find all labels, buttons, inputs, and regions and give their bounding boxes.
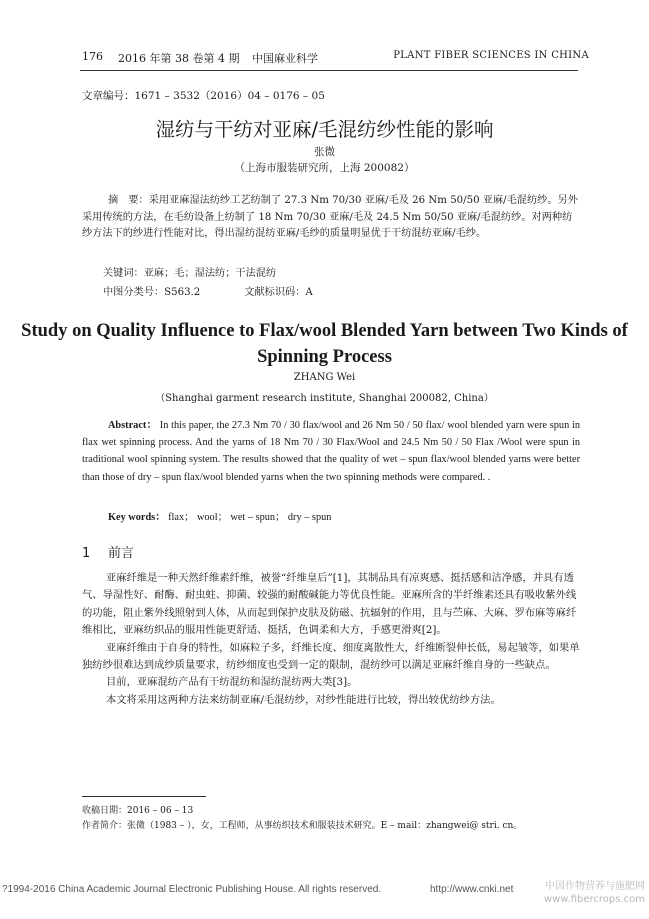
title-cn: 湿纺与干纺对亚麻/毛混纺纱性能的影响 <box>155 118 494 141</box>
section-body <box>82 570 580 709</box>
cnki-link[interactable]: http://www.cnki.net <box>430 884 514 895</box>
paragraph: 亚麻纤维由于自身的特性，如麻粒子多，纤维长度、细度离散性大，纤维断裂伸长低，易起皱等，如果单独纺纱很难达到成纱质量要求，纺纱细度也受到一定的限制，混纺纱可以满足亚麻纤维自身的一些缺点。 <box>82 641 580 672</box>
keywords-en-label: Key words： <box>108 512 166 523</box>
watermark <box>513 880 645 906</box>
author-en: ZHANG Wei <box>293 372 356 383</box>
section-heading <box>82 542 134 561</box>
author-cn: 张微 <box>314 146 335 158</box>
page-footer <box>0 881 649 914</box>
affiliation-en: （Shanghai garment research institute, Shanghai 200082, China） <box>155 393 494 404</box>
keywords-en-text: flax； wool； wet – spun； dry – spun <box>168 512 332 523</box>
abstract-cn-text: 采用亚麻湿法纺纱工艺纺制了 27.3 Nm 70/30 亚麻/毛及 26 Nm 50/50 亚麻/毛混纺纱。另外采用传统的方法，在毛纺设备上纺制了 18 Nm 70/30 亚麻/毛及 24.5 Nm 50/50 亚麻/毛混纺纱。对两种纺纱方法下的纱进行性能对比，得出湿纺混纺亚麻/毛纱的质量明显优于干纺混纺亚麻/毛纱。 <box>82 195 578 239</box>
watermark-cn: 中国作物营养与施肥网 <box>545 881 645 892</box>
document-code: 文献标识码：A <box>244 287 313 298</box>
keywords-en <box>108 508 331 523</box>
issue-info: 2016 年第 38 卷第 4 期 <box>118 52 240 65</box>
header-rule <box>80 70 578 71</box>
footnote-author-bio: 作者简介：张微（1983 – ），女，工程师，从事纺织技术和服装技术研究。E – mail：zhangwei@ stri. cn。 <box>82 821 523 831</box>
abstract-cn-label: 摘 要： <box>108 195 149 206</box>
footnote-received: 收稿日期：2016 – 06 – 13 <box>82 806 194 816</box>
footnote-rule <box>82 796 206 797</box>
classification-line <box>103 283 313 298</box>
abstract-en <box>82 417 580 486</box>
paragraph: 目前，亚麻混纺产品有干纺混纺和湿纺混纺两大类[3]。 <box>106 676 358 689</box>
title-en: Study on Quality Influence to Flax/wool Blended Yarn between Two Kinds of Spinning Process <box>21 321 628 367</box>
abstract-cn <box>82 193 580 243</box>
abstract-en-text: In this paper, the 27.3 Nm 70 / 30 flax/wool and 26 Nm 50 / 50 flax/ wool blended yarn were spun in flax wet spinning process. And the yarns of 18 Nm 70 / 30 Flax/Wool and 24.5 Nm 50 / 50 Flax /Wool were spun in traditional wool spinning system. The results showed that the quality of wet – spun flax/wool blended yarns were better than those of dry – spun flax/wool blended yarns when the two spinning methods were compared. . <box>82 420 580 483</box>
clc-number: 中图分类号：S563.2 <box>103 287 201 298</box>
abstract-en-label: Abstract： <box>108 420 157 431</box>
section-number: 1 <box>82 546 91 561</box>
affiliation-cn: （上海市服装研究所，上海 200082） <box>234 162 415 174</box>
paragraph: 亚麻纤维是一种天然纤维素纤维，被誉“纤维皇后”[1]，其制品具有凉爽感、挺括感和洁净感，并具有透气、导湿性好、耐酶、耐虫蛀、抑菌、较强的耐酸碱能力等优良性能。亚麻所含的半纤维素还具有吸收紫外线的功能，阻止紫外线照射到人体，从而起到保护皮肤及防磁、抗辐射的作用，且与苎麻、大麻、罗布麻等麻纤维相比，亚麻纺织品的服用性能更舒适、挺括，色调柔和大方，手感更滑爽[2]。 <box>82 572 577 637</box>
section-title: 前言 <box>108 546 135 561</box>
paragraph: 本文将采用这两种方法来纺制亚麻/毛混纺纱，对纱性能进行比较，得出较优纺纱方法。 <box>106 693 501 706</box>
article-number: 文章编号：1671 – 3532（2016）04 – 0176 – 05 <box>82 90 325 102</box>
running-header <box>82 50 589 68</box>
copyright-notice: ?1994-2016 China Academic Journal Electronic Publishing House. All rights reserved. <box>2 884 382 895</box>
watermark-url: www.fibercrops.com <box>543 894 645 905</box>
journal-name-cn: 中国麻业科学 <box>252 52 318 65</box>
journal-name-en: PLANT FIBER SCIENCES IN CHINA <box>393 50 589 61</box>
page-number: 176 <box>82 50 103 63</box>
keywords-cn: 关键词：亚麻；毛；湿法纺；干法混纺 <box>103 268 277 279</box>
